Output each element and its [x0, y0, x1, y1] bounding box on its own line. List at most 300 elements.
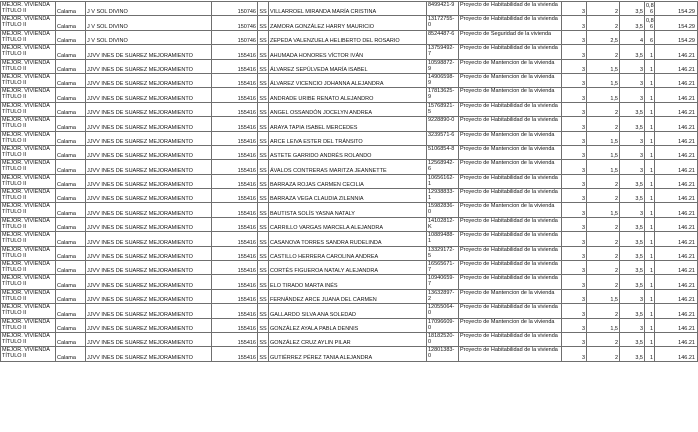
codigo-cell: 155416 [212, 318, 258, 332]
score-4-cell: 1 [645, 232, 655, 246]
score-2-cell: 2 [587, 217, 620, 231]
score-1-cell: 3 [562, 246, 587, 260]
programa-cell: MEJOR. VIVIENDA TÍTULO II [1, 45, 56, 59]
score-1-cell: 3 [562, 16, 587, 30]
grupo-cell: JJVV INES DE SUAREZ MEJORAMIENTO [86, 73, 212, 87]
grupo-cell: JJVV INES DE SUAREZ MEJORAMIENTO [86, 102, 212, 116]
grupo-cell: JJVV INES DE SUAREZ MEJORAMIENTO [86, 88, 212, 102]
total-cell: 146.21 [655, 88, 698, 102]
score-2-cell: 2 [587, 246, 620, 260]
score-2-cell: 1,5 [587, 318, 620, 332]
score-3-cell: 3,5 [620, 232, 645, 246]
score-4-cell: 1 [645, 73, 655, 87]
rut-cell: 12568942-6 [427, 160, 459, 174]
total-cell: 146.21 [655, 217, 698, 231]
nombre-cell: AHUMADA HONORES VÍCTOR IVÁN [269, 45, 427, 59]
region-cell: SS [258, 117, 269, 131]
nombre-cell: ZEPEDA VALENZUELA HELIBERTO DEL ROSARIO [269, 30, 427, 44]
score-3-cell: 3 [620, 131, 645, 145]
score-4-cell: 1 [645, 332, 655, 346]
codigo-cell: 155416 [212, 189, 258, 203]
score-2-cell: 2 [587, 232, 620, 246]
total-cell: 154.29 [655, 16, 698, 30]
score-2-cell: 2 [587, 304, 620, 318]
score-3-cell: 3 [620, 203, 645, 217]
programa-cell: MEJOR. VIVIENDA TÍTULO II [1, 304, 56, 318]
score-2-cell: 2 [587, 347, 620, 361]
score-4-cell: 1 [645, 246, 655, 260]
proyecto-cell: Proyecto de Habitabilidad de la vivienda [459, 275, 562, 289]
grupo-cell: JJVV INES DE SUAREZ MEJORAMIENTO [86, 347, 212, 361]
score-4-cell: 1 [645, 131, 655, 145]
programa-cell: MEJOR. VIVIENDA TÍTULO II [1, 2, 56, 16]
proyecto-cell: Proyecto de Mantencion de la vivienda [459, 131, 562, 145]
score-1-cell: 3 [562, 73, 587, 87]
codigo-cell: 155416 [212, 261, 258, 275]
table-row [1, 318, 698, 332]
region-cell: SS [258, 275, 269, 289]
score-4-cell: 1 [645, 261, 655, 275]
nombre-cell: CORTÉS FIGUEROA NATALY ALEJANDRA [269, 261, 427, 275]
programa-cell: MEJOR. VIVIENDA TÍTULO II [1, 275, 56, 289]
rut-cell: 5106854-8 [427, 145, 459, 159]
region-cell: SS [258, 30, 269, 44]
rut-cell: 14906598-9 [427, 73, 459, 87]
comuna-cell: Calama [56, 102, 86, 116]
score-3-cell: 3 [620, 59, 645, 73]
region-cell: SS [258, 289, 269, 303]
nombre-cell: BARRAZA VEGA CLAUDIA ZILENNIA [269, 189, 427, 203]
rut-cell: 13329172-5 [427, 246, 459, 260]
score-4-cell: 1 [645, 189, 655, 203]
region-cell: SS [258, 2, 269, 16]
programa-cell: MEJOR. VIVIENDA TÍTULO II [1, 73, 56, 87]
score-3-cell: 3,5 [620, 174, 645, 188]
score-2-cell: 2 [587, 2, 620, 16]
score-2-cell: 2 [587, 261, 620, 275]
programa-cell: MEJOR. VIVIENDA TÍTULO II [1, 203, 56, 217]
comuna-cell: Calama [56, 73, 86, 87]
score-2-cell: 1,5 [587, 131, 620, 145]
codigo-cell: 155416 [212, 275, 258, 289]
rut-cell: 8524487-6 [427, 30, 459, 44]
nombre-cell: FERNÁNDEZ ARCE JUANA DEL CARMEN [269, 289, 427, 303]
rut-cell: 13759492-7 [427, 45, 459, 59]
region-cell: SS [258, 189, 269, 203]
grupo-cell: JJVV INES DE SUAREZ MEJORAMIENTO [86, 189, 212, 203]
programa-cell: MEJOR. VIVIENDA TÍTULO II [1, 30, 56, 44]
nombre-cell: BARRAZA ROJAS CARMEN CECILIA [269, 174, 427, 188]
grupo-cell: JJVV INES DE SUAREZ MEJORAMIENTO [86, 45, 212, 59]
table-row [1, 261, 698, 275]
rut-cell: 10889488-1 [427, 232, 459, 246]
codigo-cell: 155416 [212, 102, 258, 116]
score-3-cell: 3,5 [620, 246, 645, 260]
rut-cell: 17096609-0 [427, 318, 459, 332]
score-4-cell: 1 [645, 304, 655, 318]
rut-cell: 12801383-0 [427, 347, 459, 361]
grupo-cell: JJVV INES DE SUAREZ MEJORAMIENTO [86, 332, 212, 346]
codigo-cell: 155416 [212, 174, 258, 188]
region-cell: SS [258, 59, 269, 73]
codigo-cell: 155416 [212, 45, 258, 59]
score-4-cell: 1 [645, 203, 655, 217]
proyecto-cell: Proyecto de Habitabilidad de la vivienda [459, 189, 562, 203]
total-cell: 146.21 [655, 289, 698, 303]
nombre-cell: ZAMORA GONZÁLEZ HARRY MAURICIO [269, 16, 427, 30]
nombre-cell: CASTILLO HERRERA CAROLINA ANDREA [269, 246, 427, 260]
nombre-cell: ASTETE GARRIDO ANDRÉS ROLANDO [269, 145, 427, 159]
table-row [1, 275, 698, 289]
programa-cell: MEJOR. VIVIENDA TÍTULO II [1, 88, 56, 102]
score-2-cell: 1,5 [587, 289, 620, 303]
nombre-cell: ANGEL OSSANDÓN JOCELYN ANDREA [269, 102, 427, 116]
comuna-cell: Calama [56, 189, 86, 203]
score-1-cell: 3 [562, 102, 587, 116]
proyecto-cell: Proyecto de Mantencion de la vivienda [459, 160, 562, 174]
table-row [1, 102, 698, 116]
region-cell: SS [258, 304, 269, 318]
proyecto-cell: Proyecto de Habitabilidad de la vivienda [459, 246, 562, 260]
score-3-cell: 3 [620, 88, 645, 102]
total-cell: 146.21 [655, 131, 698, 145]
proyecto-cell: Proyecto de Mantencion de la vivienda [459, 73, 562, 87]
total-cell: 146.21 [655, 318, 698, 332]
score-3-cell: 3 [620, 318, 645, 332]
codigo-cell: 155416 [212, 59, 258, 73]
score-2-cell: 2 [587, 332, 620, 346]
score-2-cell: 1,5 [587, 73, 620, 87]
comuna-cell: Calama [56, 246, 86, 260]
score-1-cell: 3 [562, 2, 587, 16]
score-4-cell: 1 [645, 160, 655, 174]
comuna-cell: Calama [56, 347, 86, 361]
score-3-cell: 4 [620, 30, 645, 44]
programa-cell: MEJOR. VIVIENDA TÍTULO II [1, 131, 56, 145]
table-row [1, 73, 698, 87]
score-4-cell: 1 [645, 145, 655, 159]
total-cell: 146.21 [655, 189, 698, 203]
codigo-cell: 155416 [212, 145, 258, 159]
score-3-cell: 3,5 [620, 217, 645, 231]
score-3-cell: 3,5 [620, 102, 645, 116]
score-4-cell: 1 [645, 289, 655, 303]
score-3-cell: 3 [620, 160, 645, 174]
score-2-cell: 2,5 [587, 30, 620, 44]
nombre-cell: GUTIÉRREZ PÉREZ TANIA ALEJANDRA [269, 347, 427, 361]
score-3-cell: 3,5 [620, 2, 645, 16]
total-cell: 146.21 [655, 275, 698, 289]
programa-cell: MEJOR. VIVIENDA TÍTULO II [1, 347, 56, 361]
total-cell: 154.29 [655, 2, 698, 16]
score-1-cell: 3 [562, 131, 587, 145]
score-1-cell: 3 [562, 45, 587, 59]
programa-cell: MEJOR. VIVIENDA TÍTULO II [1, 289, 56, 303]
nombre-cell: ARCE LEIVA ESTER DEL TRÁNSITO [269, 131, 427, 145]
comuna-cell: Calama [56, 289, 86, 303]
nombre-cell: BAUTISTA SOLÍS YASNA NATALY [269, 203, 427, 217]
table-row [1, 45, 698, 59]
programa-cell: MEJOR. VIVIENDA TÍTULO II [1, 332, 56, 346]
proyecto-cell: Proyecto de Mantencion de la vivienda [459, 145, 562, 159]
total-cell: 146.21 [655, 232, 698, 246]
score-3-cell: 3,5 [620, 347, 645, 361]
grupo-cell: JJVV INES DE SUAREZ MEJORAMIENTO [86, 304, 212, 318]
score-2-cell: 1,5 [587, 203, 620, 217]
score-1-cell: 3 [562, 261, 587, 275]
score-1-cell: 3 [562, 332, 587, 346]
beneficiaries-table [0, 1, 698, 362]
proyecto-cell: Proyecto de Habitabilidad de la vivienda [459, 332, 562, 346]
score-4-cell: 1 [645, 318, 655, 332]
region-cell: SS [258, 88, 269, 102]
score-4-cell: 1 [645, 59, 655, 73]
table-row [1, 145, 698, 159]
grupo-cell: J V SOL DIVINO [86, 30, 212, 44]
grupo-cell: JJVV INES DE SUAREZ MEJORAMIENTO [86, 217, 212, 231]
table-row [1, 2, 698, 16]
region-cell: SS [258, 318, 269, 332]
table-row [1, 289, 698, 303]
score-3-cell: 3,5 [620, 332, 645, 346]
score-3-cell: 3,5 [620, 16, 645, 30]
programa-cell: MEJOR. VIVIENDA TÍTULO II [1, 246, 56, 260]
comuna-cell: Calama [56, 2, 86, 16]
region-cell: SS [258, 45, 269, 59]
score-2-cell: 1,5 [587, 59, 620, 73]
grupo-cell: JJVV INES DE SUAREZ MEJORAMIENTO [86, 174, 212, 188]
region-cell: SS [258, 73, 269, 87]
table-row [1, 30, 698, 44]
score-1-cell: 3 [562, 88, 587, 102]
total-cell: 146.21 [655, 102, 698, 116]
programa-cell: MEJOR. VIVIENDA TÍTULO II [1, 145, 56, 159]
nombre-cell: GONZÁLEZ CRUZ AYLIN PILAR [269, 332, 427, 346]
grupo-cell: JJVV INES DE SUAREZ MEJORAMIENTO [86, 246, 212, 260]
grupo-cell: J V SOL DIVINO [86, 16, 212, 30]
score-1-cell: 3 [562, 217, 587, 231]
codigo-cell: 155416 [212, 217, 258, 231]
nombre-cell: VILLARROEL MIRANDA MARÍA CRISTINA [269, 2, 427, 16]
score-2-cell: 2 [587, 174, 620, 188]
nombre-cell: ARAYA TAPIA ISABEL MERCEDES [269, 117, 427, 131]
table-row [1, 217, 698, 231]
score-4-cell: 1 [645, 347, 655, 361]
programa-cell: MEJOR. VIVIENDA TÍTULO II [1, 174, 56, 188]
grupo-cell: JJVV INES DE SUAREZ MEJORAMIENTO [86, 289, 212, 303]
score-2-cell: 2 [587, 45, 620, 59]
proyecto-cell: Proyecto de Habitabilidad de la vivienda [459, 347, 562, 361]
comuna-cell: Calama [56, 16, 86, 30]
programa-cell: MEJOR. VIVIENDA TÍTULO II [1, 261, 56, 275]
proyecto-cell: Proyecto de Mantencion de la vivienda [459, 289, 562, 303]
nombre-cell: GONZÁLEZ AYALA PABLA DENNIS [269, 318, 427, 332]
score-1-cell: 3 [562, 289, 587, 303]
region-cell: SS [258, 102, 269, 116]
table-row [1, 203, 698, 217]
region-cell: SS [258, 16, 269, 30]
codigo-cell: 155416 [212, 117, 258, 131]
total-cell: 146.21 [655, 73, 698, 87]
programa-cell: MEJOR. VIVIENDA TÍTULO II [1, 117, 56, 131]
score-3-cell: 3,5 [620, 275, 645, 289]
region-cell: SS [258, 347, 269, 361]
proyecto-cell: Proyecto de Habitabilidad de la vivienda [459, 102, 562, 116]
score-3-cell: 3 [620, 289, 645, 303]
table-row [1, 232, 698, 246]
grupo-cell: JJVV INES DE SUAREZ MEJORAMIENTO [86, 275, 212, 289]
proyecto-cell: Proyecto de Habitabilidad de la vivienda [459, 16, 562, 30]
grupo-cell: JJVV INES DE SUAREZ MEJORAMIENTO [86, 145, 212, 159]
grupo-cell: JJVV INES DE SUAREZ MEJORAMIENTO [86, 261, 212, 275]
score-3-cell: 3,5 [620, 261, 645, 275]
score-4-cell: 1 [645, 217, 655, 231]
score-3-cell: 3 [620, 73, 645, 87]
proyecto-cell: Proyecto de Habitabilidad de la vivienda [459, 261, 562, 275]
programa-cell: MEJOR. VIVIENDA TÍTULO II [1, 16, 56, 30]
total-cell: 146.21 [655, 45, 698, 59]
grupo-cell: J V SOL DIVINO [86, 2, 212, 16]
programa-cell: MEJOR. VIVIENDA TÍTULO II [1, 59, 56, 73]
comuna-cell: Calama [56, 174, 86, 188]
score-2-cell: 2 [587, 16, 620, 30]
grupo-cell: JJVV INES DE SUAREZ MEJORAMIENTO [86, 232, 212, 246]
score-2-cell: 2 [587, 117, 620, 131]
nombre-cell: CASANOVA TORRES SANDRA RUDELINDA [269, 232, 427, 246]
table-row [1, 332, 698, 346]
score-2-cell: 2 [587, 102, 620, 116]
score-4-cell: 1 [645, 275, 655, 289]
score-3-cell: 3,5 [620, 117, 645, 131]
score-1-cell: 3 [562, 160, 587, 174]
rut-cell: 13632897-2 [427, 289, 459, 303]
rut-cell: 13172755-0 [427, 16, 459, 30]
codigo-cell: 155416 [212, 203, 258, 217]
programa-cell: MEJOR. VIVIENDA TÍTULO II [1, 318, 56, 332]
score-4-cell: 1 [645, 174, 655, 188]
table-row [1, 117, 698, 131]
table-row [1, 160, 698, 174]
grupo-cell: JJVV INES DE SUAREZ MEJORAMIENTO [86, 117, 212, 131]
rut-cell: 3239571-6 [427, 131, 459, 145]
codigo-cell: 150746 [212, 2, 258, 16]
comuna-cell: Calama [56, 160, 86, 174]
total-cell: 146.21 [655, 117, 698, 131]
table-row [1, 88, 698, 102]
comuna-cell: Calama [56, 217, 86, 231]
proyecto-cell: Proyecto de Habitabilidad de la vivienda [459, 217, 562, 231]
codigo-cell: 155416 [212, 289, 258, 303]
rut-cell: 9228890-0 [427, 117, 459, 131]
nombre-cell: ÁVALOS CONTRERAS MARITZA JEANNETTE [269, 160, 427, 174]
comuna-cell: Calama [56, 145, 86, 159]
proyecto-cell: Proyecto de Habitabilidad de la vivienda [459, 304, 562, 318]
grupo-cell: JJVV INES DE SUAREZ MEJORAMIENTO [86, 318, 212, 332]
table-row [1, 246, 698, 260]
table-row [1, 131, 698, 145]
score-2-cell: 1,5 [587, 88, 620, 102]
nombre-cell: ELO TIRADO MARTA INÉS [269, 275, 427, 289]
proyecto-cell: Proyecto de Mantencion de la vivienda [459, 59, 562, 73]
proyecto-cell: Proyecto de Seguridad de la vivienda [459, 30, 562, 44]
score-1-cell: 3 [562, 318, 587, 332]
rut-cell: 16565671-7 [427, 261, 459, 275]
comuna-cell: Calama [56, 45, 86, 59]
total-cell: 146.21 [655, 261, 698, 275]
total-cell: 146.21 [655, 59, 698, 73]
codigo-cell: 155416 [212, 232, 258, 246]
score-4-cell: 6 [645, 30, 655, 44]
codigo-cell: 150746 [212, 30, 258, 44]
table-row [1, 347, 698, 361]
proyecto-cell: Proyecto de Habitabilidad de la vivienda [459, 117, 562, 131]
grupo-cell: JJVV INES DE SUAREZ MEJORAMIENTO [86, 131, 212, 145]
table-row [1, 59, 698, 73]
comuna-cell: Calama [56, 275, 86, 289]
score-3-cell: 3,5 [620, 45, 645, 59]
region-cell: SS [258, 174, 269, 188]
total-cell: 146.21 [655, 246, 698, 260]
score-2-cell: 1,5 [587, 145, 620, 159]
score-3-cell: 3 [620, 145, 645, 159]
codigo-cell: 155416 [212, 160, 258, 174]
score-2-cell: 1,5 [587, 160, 620, 174]
region-cell: SS [258, 232, 269, 246]
grupo-cell: JJVV INES DE SUAREZ MEJORAMIENTO [86, 160, 212, 174]
comuna-cell: Calama [56, 332, 86, 346]
score-1-cell: 3 [562, 174, 587, 188]
rut-cell: 8499421-9 [427, 2, 459, 16]
programa-cell: MEJOR. VIVIENDA TÍTULO II [1, 160, 56, 174]
proyecto-cell: Proyecto de Habitabilidad de la vivienda [459, 232, 562, 246]
rut-cell: 10656162-1 [427, 174, 459, 188]
rut-cell: 15982836-0 [427, 203, 459, 217]
table-row [1, 189, 698, 203]
rut-cell: 10598872-9 [427, 59, 459, 73]
programa-cell: MEJOR. VIVIENDA TÍTULO II [1, 189, 56, 203]
comuna-cell: Calama [56, 30, 86, 44]
codigo-cell: 155416 [212, 246, 258, 260]
total-cell: 146.21 [655, 145, 698, 159]
codigo-cell: 155416 [212, 332, 258, 346]
score-2-cell: 2 [587, 189, 620, 203]
score-4-cell: 1 [645, 117, 655, 131]
codigo-cell: 155416 [212, 131, 258, 145]
table-body [1, 2, 698, 362]
comuna-cell: Calama [56, 117, 86, 131]
codigo-cell: 155416 [212, 88, 258, 102]
score-1-cell: 3 [562, 232, 587, 246]
programa-cell: MEJOR. VIVIENDA TÍTULO II [1, 217, 56, 231]
comuna-cell: Calama [56, 261, 86, 275]
programa-cell: MEJOR. VIVIENDA TÍTULO II [1, 102, 56, 116]
codigo-cell: 155416 [212, 73, 258, 87]
region-cell: SS [258, 203, 269, 217]
total-cell: 146.21 [655, 304, 698, 318]
region-cell: SS [258, 246, 269, 260]
rut-cell: 12938833-1 [427, 189, 459, 203]
proyecto-cell: Proyecto de Mantencion de la vivienda [459, 88, 562, 102]
score-1-cell: 3 [562, 189, 587, 203]
region-cell: SS [258, 145, 269, 159]
score-1-cell: 3 [562, 30, 587, 44]
nombre-cell: ÁLVAREZ SEPÚLVEDA MARÍA ISABEL [269, 59, 427, 73]
score-4-cell: 0,8 6 [646, 17, 654, 30]
rut-cell: 14102812-K [427, 217, 459, 231]
total-cell: 146.21 [655, 174, 698, 188]
grupo-cell: JJVV INES DE SUAREZ MEJORAMIENTO [86, 203, 212, 217]
proyecto-cell: Proyecto de Mantencion de la vivienda [459, 318, 562, 332]
